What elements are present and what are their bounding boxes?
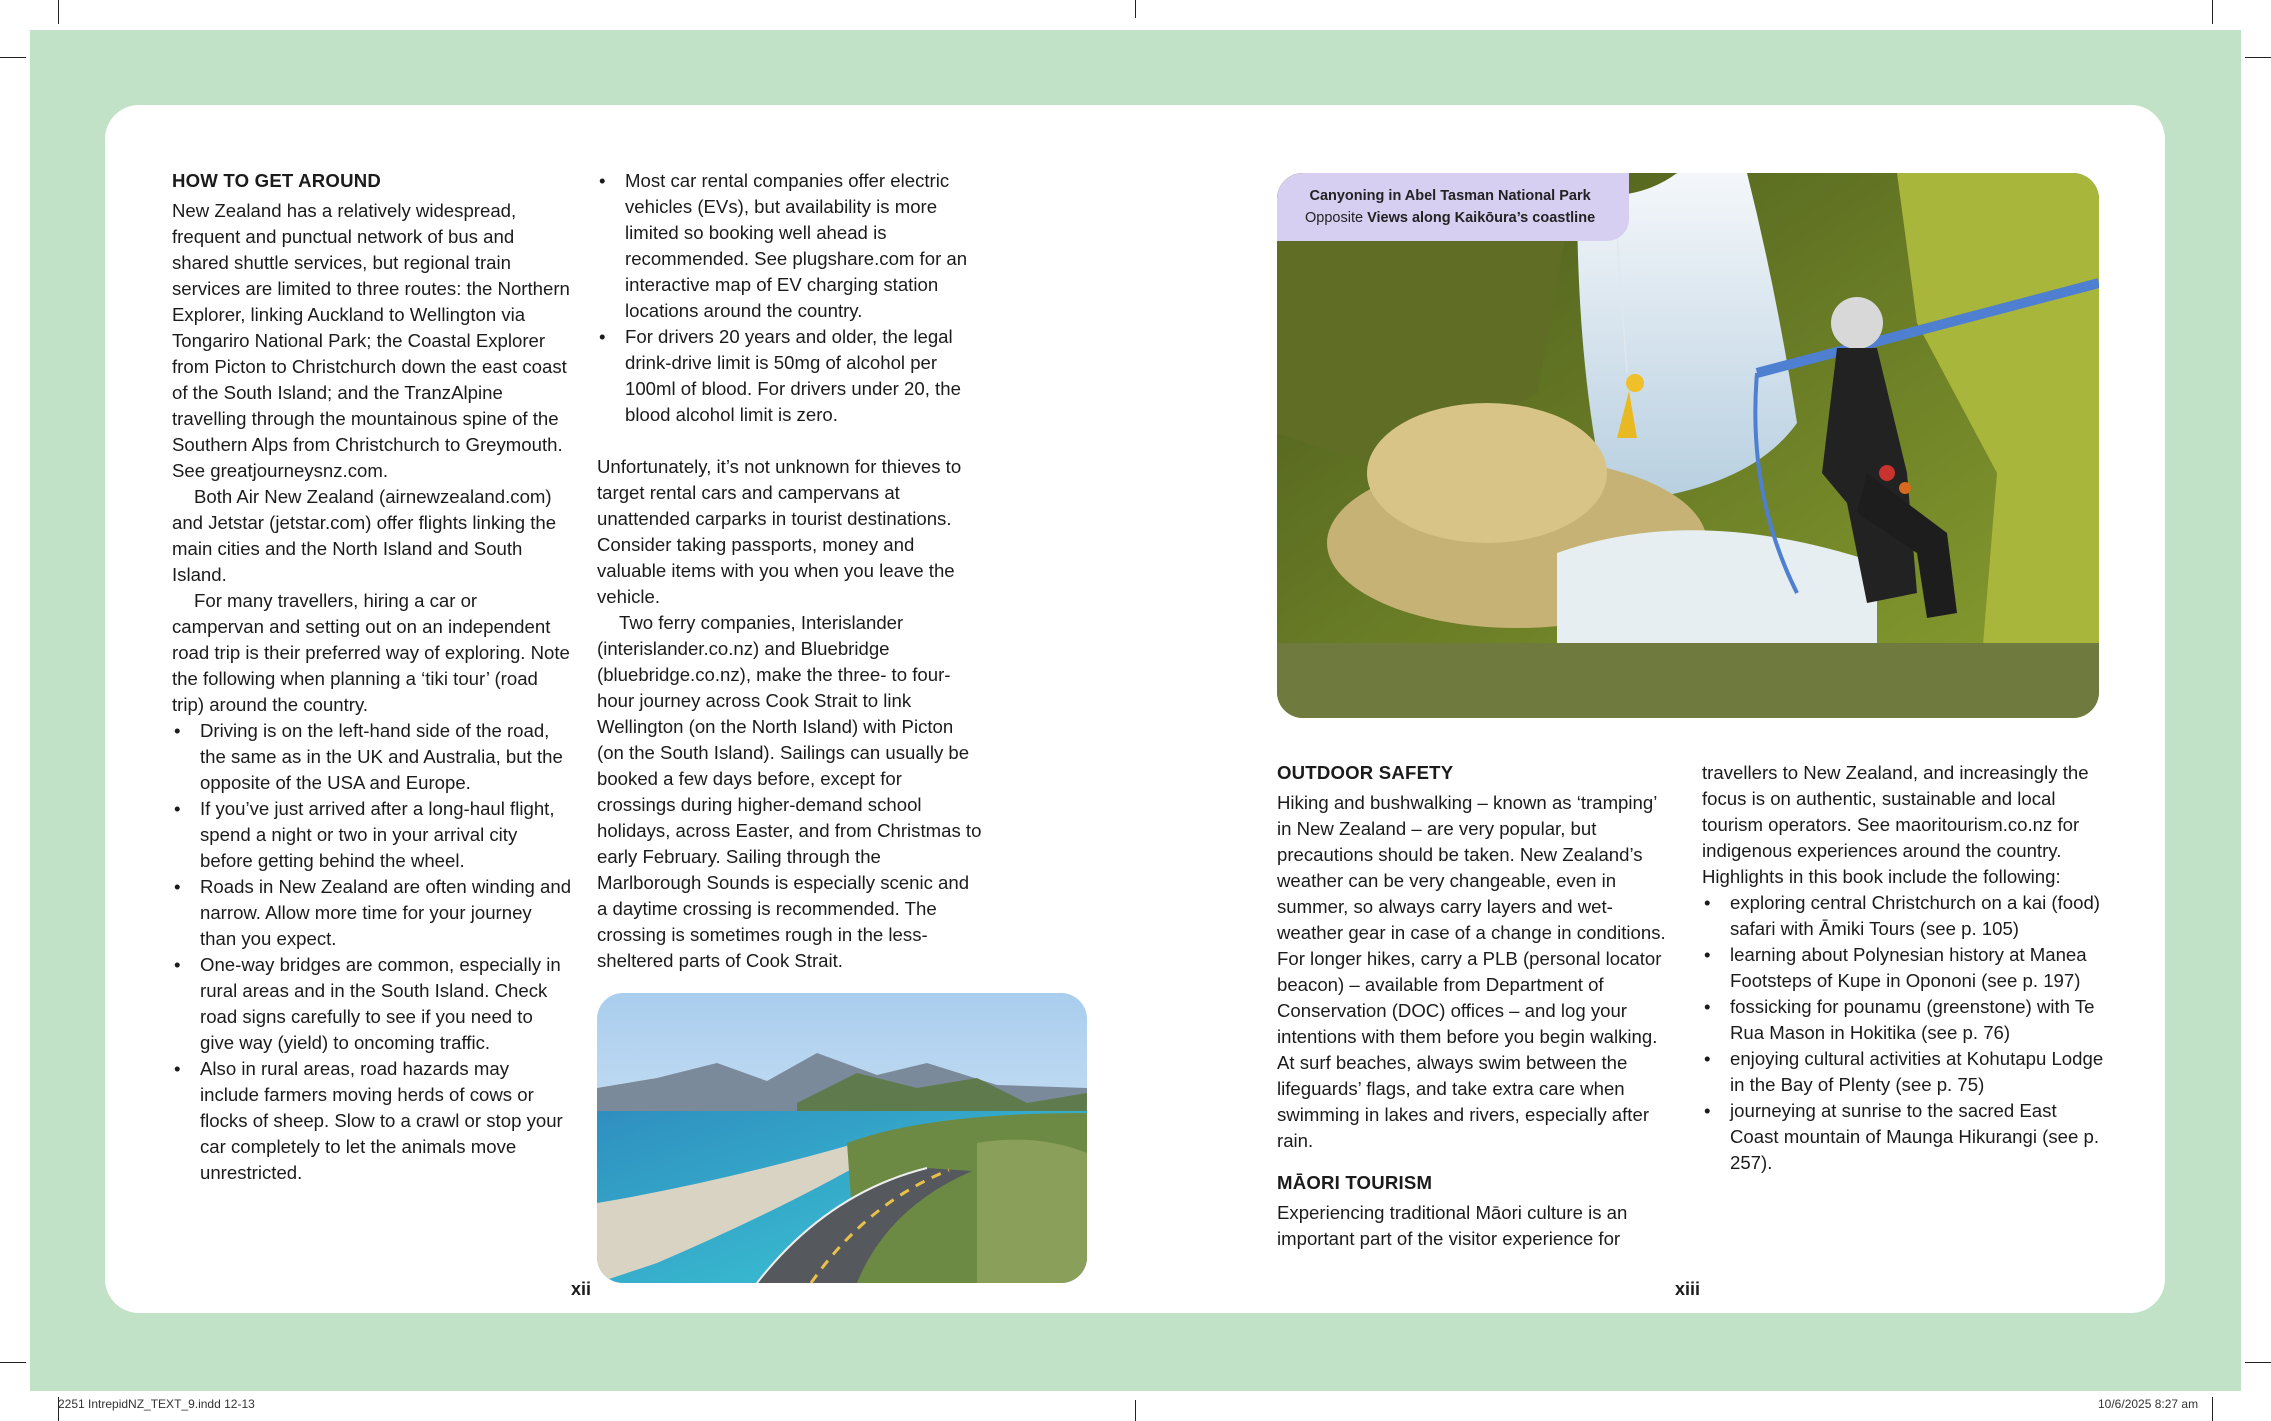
list-item: • enjoying cultural activities at Kohutapu Lodge in the Bay of Plenty (see p. 75)	[1702, 1046, 2107, 1098]
canyoning-image	[1277, 173, 2099, 718]
paragraph: For many travellers, hiring a car or campervan and setting out on an independent road trip is their preferred way of exploring. Note the following when planning a ‘tiki tour’ (road trip) around the country.	[172, 590, 570, 715]
list-item: • Most car rental companies offer electric vehicles (EVs), but availability is more limited so booking well ahead is recommended. See plugshare.com for an interactive map of EV charging station locations around the country.	[597, 168, 982, 324]
crop-mark	[0, 1362, 26, 1363]
page-number: xiii	[1675, 1279, 1701, 1299]
paragraph: Unfortunately, it’s not unknown for thieves to target rental cars and campervans at unattended carparks in tourist destinations. Consider taking passports, money and valuable items with you when you leave the vehicle.	[597, 456, 962, 607]
page-number: xii	[571, 1279, 592, 1299]
caption-prefix: Opposite	[1305, 210, 1364, 226]
caption-opposite: Views along Kaikōura’s coastline	[1367, 210, 1596, 226]
tips-list	[172, 718, 572, 1186]
print-slug-left: 2251 IntrepidNZ_TEXT_9.indd 12-13	[58, 1397, 255, 1411]
crop-mark	[2245, 1362, 2271, 1363]
left-column-1	[172, 168, 572, 1186]
paragraph: Hiking and bushwalking – known as ‘tramping’ in New Zealand – are very popular, but precautions should be taken. New Zealand’s weather can be very changeable, even in summer, so always carry layers and wet-weather gear in case of a change in conditions. For longer hikes, carry a PLB (personal locator beacon) – available from Department of Conservation (DOC) offices – and log your intentions with them before you begin walking. At surf beaches, always swim between the lifeguards’ flags, and take extra care when swimming in lakes and rivers, especially after rain.	[1277, 792, 1666, 1151]
list-item: • If you’ve just arrived after a long-haul flight, spend a night or two in your arrival city before getting behind the wheel.	[172, 796, 572, 874]
paragraph: Two ferry companies, Interislander (interislander.co.nz) and Bluebridge (bluebridge.co.nz), make the three- to four-hour journey across Cook Strait to link Wellington (on the North Island) with Picton (on the South Island). Sailings can usually be booked a few days before, except for crossings during higher-demand school holidays, across Easter, and from Christmas to early February. Sailing through the Marlborough Sounds is especially scenic and a daytime crossing is recommended. The crossing is sometimes rough in the less-sheltered parts of Cook Strait.	[597, 612, 982, 971]
list-item: • Roads in New Zealand are often winding and narrow. Allow more time for your journey than you expect.	[172, 874, 572, 952]
tips-list	[597, 168, 982, 428]
section-heading: MĀORI TOURISM	[1277, 1172, 1433, 1193]
paragraph: travellers to New Zealand, and increasingly the focus is on authentic, sustainable and local tourism operators. See maoritourism.co.nz for indigenous experiences around the country. Highlights in this book include the following:	[1702, 762, 2089, 887]
list-item: • Also in rural areas, road hazards may include farmers moving herds of cows or flocks of sheep. Slow to a crawl or stop your car completely to let the animals move unrestricted.	[172, 1056, 572, 1186]
crop-mark	[1135, 1400, 1136, 1421]
photo-caption	[1277, 173, 1629, 241]
left-column-2	[597, 168, 982, 974]
highlights-list	[1702, 890, 2107, 1176]
caption-title: Canyoning in Abel Tasman National Park	[1309, 188, 1591, 204]
list-item: • For drivers 20 years and older, the legal drink-drive limit is 50mg of alcohol per 100ml of blood. For drivers under 20, the blood alcohol limit is zero.	[597, 324, 982, 428]
list-item: • Driving is on the left-hand side of the road, the same as in the UK and Australia, but the opposite of the USA and Europe.	[172, 718, 572, 796]
paragraph: New Zealand has a relatively widespread, frequent and punctual network of bus and shared shuttle services, but regional train services are limited to three routes: the Northern Explorer, linking Auckland to Wellington via Tongariro National Park; the Coastal Explorer from Picton to Christchurch down the east coast of the South Island; and the TranzAlpine travelling through the mountainous spine of the Southern Alps from Christchurch to Greymouth. See greatjourneysnz.com.	[172, 200, 570, 481]
section-heading: HOW TO GET AROUND	[172, 170, 381, 191]
list-item: • exploring central Christchurch on a kai (food) safari with Āmiki Tours (see p. 105)	[1702, 890, 2107, 942]
list-item: • fossicking for pounamu (greenstone) with Te Rua Mason in Hokitika (see p. 76)	[1702, 994, 2107, 1046]
list-item: • learning about Polynesian history at Manea Footsteps of Kupe in Opononi (see p. 197)	[1702, 942, 2107, 994]
crop-mark	[2212, 1397, 2213, 1421]
crop-mark	[0, 57, 26, 58]
coastline-road-image	[597, 993, 1087, 1283]
list-item: • journeying at sunrise to the sacred East Coast mountain of Maunga Hikurangi (see p. 257).	[1702, 1098, 2107, 1176]
canyoning-photo	[1277, 173, 2099, 718]
crop-mark	[58, 0, 59, 24]
paragraph: Experiencing traditional Māori culture is an important part of the visitor experience for	[1277, 1202, 1628, 1249]
right-column-2	[1702, 760, 2107, 1176]
crop-mark	[2245, 57, 2271, 58]
coastline-road-photo	[597, 993, 1087, 1283]
print-slug-right: 10/6/2025 8:27 am	[2098, 1397, 2199, 1411]
section-heading: OUTDOOR SAFETY	[1277, 762, 1454, 783]
crop-mark	[1135, 0, 1136, 18]
list-item: • One-way bridges are common, especially in rural areas and in the South Island. Check road signs carefully to see if you need to give way (yield) to oncoming traffic.	[172, 952, 572, 1056]
crop-mark	[2212, 0, 2213, 24]
paragraph: Both Air New Zealand (airnewzealand.com) and Jetstar (jetstar.com) offer flights linking the main cities and the North Island and South Island.	[172, 486, 557, 585]
right-column-1	[1277, 760, 1672, 1252]
